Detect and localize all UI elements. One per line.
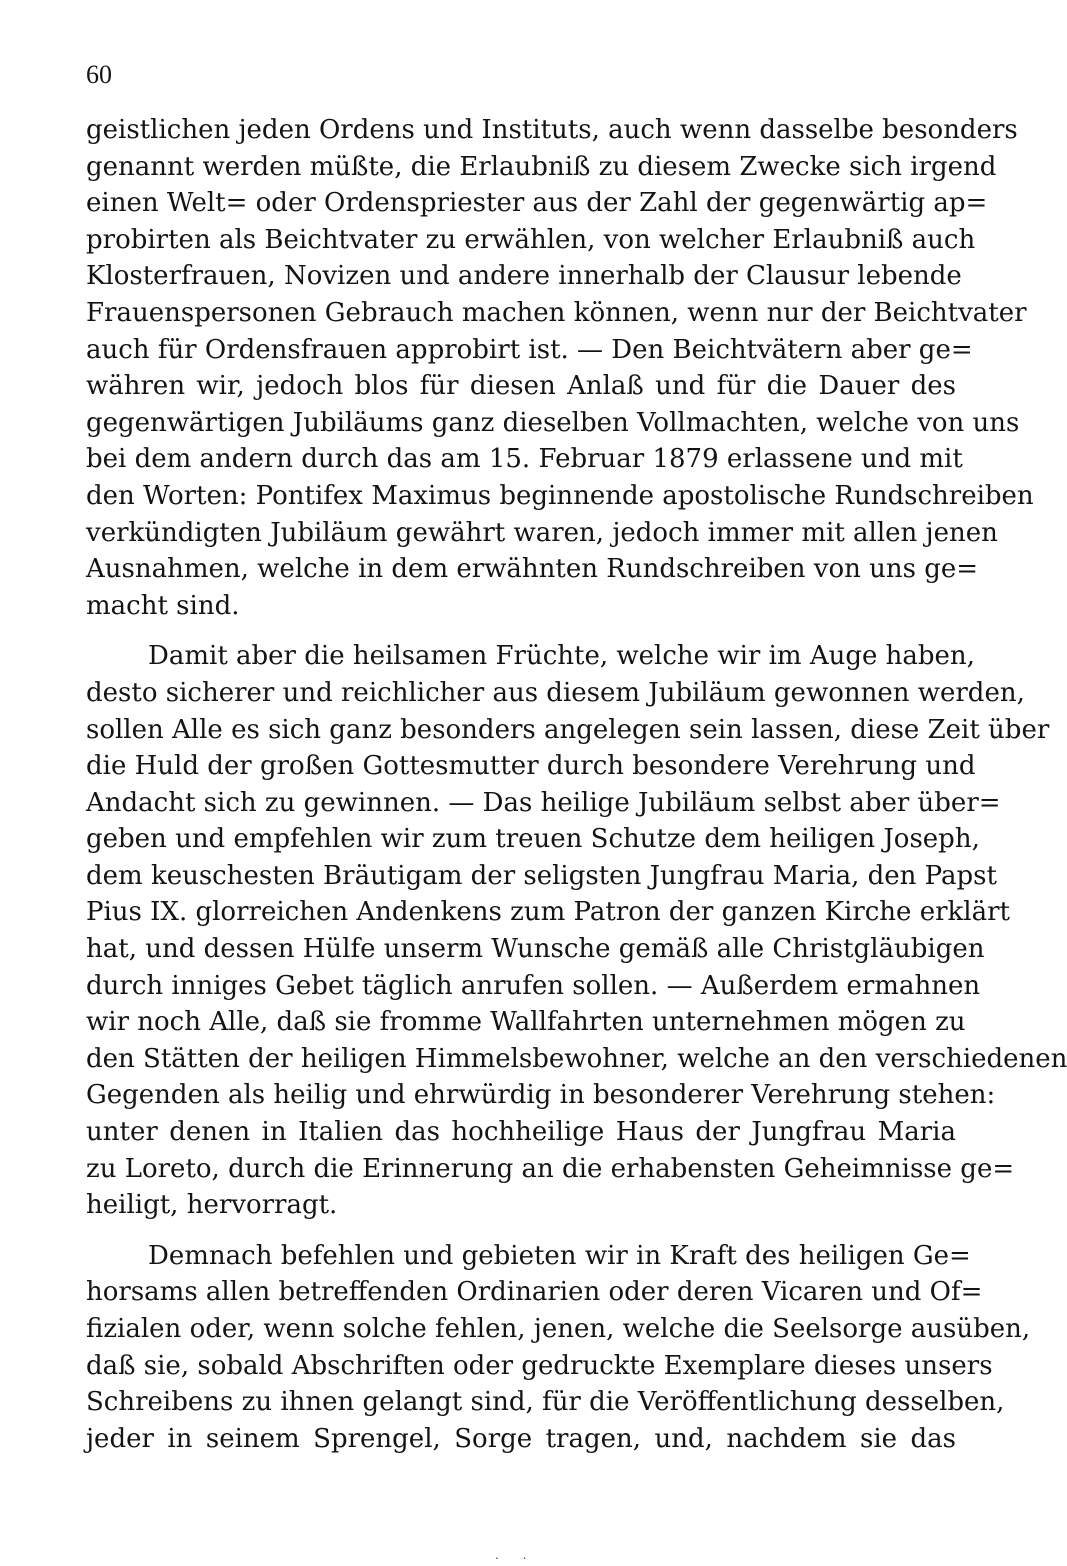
text-line: heiligt, hervorragt. bbox=[86, 1190, 338, 1221]
text-line: verkündigten Jubiläum gewährt waren, jedoch immer mit allen jenen bbox=[86, 517, 998, 548]
text-line: geistlichen jeden Ordens und Instituts, auch wenn dasselbe besonders bbox=[86, 115, 1018, 145]
text-line: daß sie, sobald Abschriften oder gedruckte Exemplare dieses unsers bbox=[86, 1350, 993, 1381]
text-line: durch inniges Gebet täglich anrufen sollen. — Außerdem ermahnen bbox=[86, 970, 981, 1001]
text-line: horsams allen betreffenden Ordinarien oder deren Vicaren und Of= bbox=[86, 1277, 983, 1308]
text-line: unter denen in Italien das hochheilige Haus der Jungfrau Maria bbox=[86, 1117, 956, 1148]
text-line: jeder in seinem Sprengel, Sorge tragen, und, nachdem sie das bbox=[86, 1423, 956, 1454]
text-line: fizialen oder, wenn solche fehlen, jenen, welche die Seelsorge ausüben, bbox=[86, 1314, 1031, 1344]
text-line: währen wir, jedoch blos für diesen Anlaß und für die Dauer des bbox=[86, 371, 956, 402]
text-line: einen Welt= oder Ordenspriester aus der Zahl der gegenwärtig ap= bbox=[86, 188, 988, 219]
footer-mark: . . bbox=[495, 1548, 537, 1562]
paragraph-gap bbox=[86, 624, 956, 638]
text-line: probirten als Beichtvater zu erwählen, von welcher Erlaubniß auch bbox=[86, 224, 976, 255]
page-number: 60 bbox=[86, 60, 112, 89]
text-line: zu Loreto, durch die Erinnerung an die erhabensten Geheimnisse ge= bbox=[86, 1153, 1015, 1184]
text-line: den Worten: Pontifex Maximus beginnende apostolische Rundschreiben bbox=[86, 480, 1034, 511]
paragraph-1 bbox=[86, 112, 1034, 624]
text-line: desto sicherer und reichlicher aus diesem Jubiläum gewonnen werden, bbox=[86, 677, 1025, 708]
text-line: Gegenden als heilig und ehrwürdig in besonderer Verehrung stehen: bbox=[86, 1080, 996, 1111]
text-line: geben und empfehlen wir zum treuen Schutze dem heiligen Joseph, bbox=[86, 824, 980, 855]
text-line: hat, und dessen Hülfe unserm Wunsche gemäß alle Christgläubigen bbox=[86, 934, 985, 965]
text-line: gegenwärtigen Jubiläums ganz dieselben Vollmachten, welche von uns bbox=[86, 407, 1020, 438]
paragraph-3 bbox=[86, 1238, 1031, 1458]
text-line: dem keuschesten Bräutigam der seligsten Jungfrau Maria, den Papst bbox=[86, 860, 997, 891]
text-line: Ausnahmen, welche in dem erwähnten Rundschreiben von uns ge= bbox=[86, 554, 979, 585]
text-line: den Stätten der heiligen Himmelsbewohner, welche an den verschiedenen bbox=[86, 1043, 1067, 1074]
text-line: auch für Ordensfrauen approbirt ist. — Den Beichtvätern aber ge= bbox=[86, 334, 973, 365]
body-text bbox=[86, 112, 1067, 1457]
text-line: Klosterfrauen, Novizen und andere innerhalb der Clausur lebende bbox=[86, 261, 962, 292]
text-line: Andacht sich zu gewinnen. — Das heilige Jubiläum selbst aber über= bbox=[86, 787, 1001, 818]
text-line: Frauenspersonen Gebrauch machen können, wenn nur der Beichtvater bbox=[86, 297, 1027, 328]
paragraph-2 bbox=[86, 638, 1067, 1224]
text-line: bei dem andern durch das am 15. Februar 1879 erlassene und mit bbox=[86, 444, 963, 475]
text-line: Damit aber die heilsamen Früchte, welche wir im Auge haben, bbox=[148, 641, 975, 672]
text-line: genannt werden müßte, die Erlaubniß zu diesem Zwecke sich irgend bbox=[86, 151, 997, 182]
text-line: die Huld der großen Gottesmutter durch besondere Verehrung und bbox=[86, 751, 976, 782]
text-line: macht sind. bbox=[86, 590, 240, 621]
text-line: Schreibens zu ihnen gelangt sind, für die Veröffentlichung desselben, bbox=[86, 1387, 1005, 1418]
text-line: Pius IX. glorreichen Andenkens zum Patron der ganzen Kirche erklärt bbox=[86, 897, 1010, 928]
text-line: wir noch Alle, daß sie fromme Wallfahrten unternehmen mögen zu bbox=[86, 1007, 966, 1038]
text-line: Demnach befehlen und gebieten wir in Kraft des heiligen Ge= bbox=[148, 1240, 971, 1271]
paragraph-gap bbox=[86, 1224, 956, 1238]
text-line: sollen Alle es sich ganz besonders angelegen sein lassen, diese Zeit über bbox=[86, 714, 1050, 745]
